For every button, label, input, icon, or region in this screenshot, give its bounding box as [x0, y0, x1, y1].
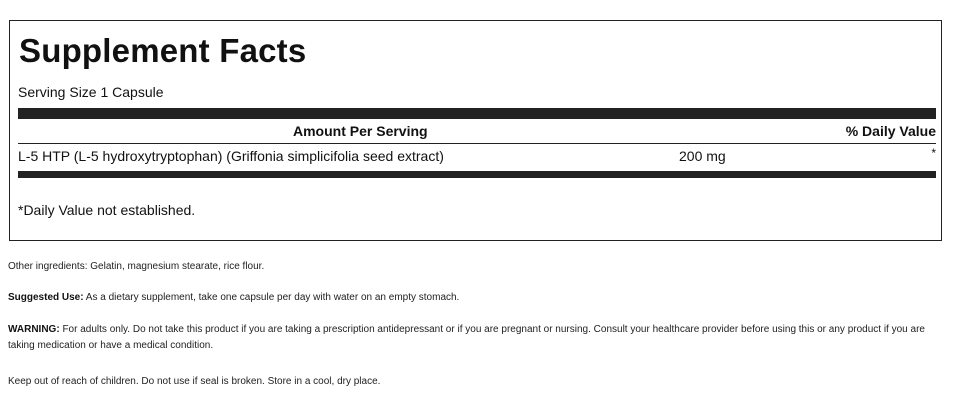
storage-instructions: Keep out of reach of children. Do not use if seal is broken. Store in a cool, dry place. [8, 376, 381, 387]
daily-value-footnote: *Daily Value not established. [18, 202, 196, 218]
thick-divider-bottom [18, 171, 936, 178]
suggested-use-text: As a dietary supplement, take one capsule per day with water on an empty stomach. [83, 292, 460, 303]
nutrient-row [18, 148, 936, 168]
panel-title: Supplement Facts [19, 32, 307, 69]
daily-value-header: % Daily Value [845, 123, 936, 139]
nutrient-amount: 200 mg [679, 148, 726, 164]
serving-size: Serving Size 1 Capsule [18, 84, 164, 100]
warning [8, 322, 948, 354]
suggested-use-label: Suggested Use: [8, 292, 84, 303]
suggested-use [8, 290, 948, 306]
thin-divider [18, 143, 936, 144]
amount-per-serving-header: Amount Per Serving [293, 123, 428, 139]
thick-divider [18, 108, 936, 119]
nutrient-name: L-5 HTP (L-5 hydroxytryptophan) (Griffonia simplicifolia seed extract) [18, 148, 444, 164]
nutrient-daily-value: * [931, 146, 936, 160]
warning-label: WARNING: [8, 324, 60, 335]
facts-header-row [18, 123, 936, 143]
other-ingredients: Other ingredients: Gelatin, magnesium stearate, rice flour. [8, 261, 265, 272]
supplement-facts-panel [9, 20, 942, 241]
warning-text: For adults only. Do not take this product if you are taking a prescription antidepressant or if you are pregnant or nursing. Consult your healthcare provider before using this or any product if you are taking medication or have a medical condition. [8, 324, 925, 351]
